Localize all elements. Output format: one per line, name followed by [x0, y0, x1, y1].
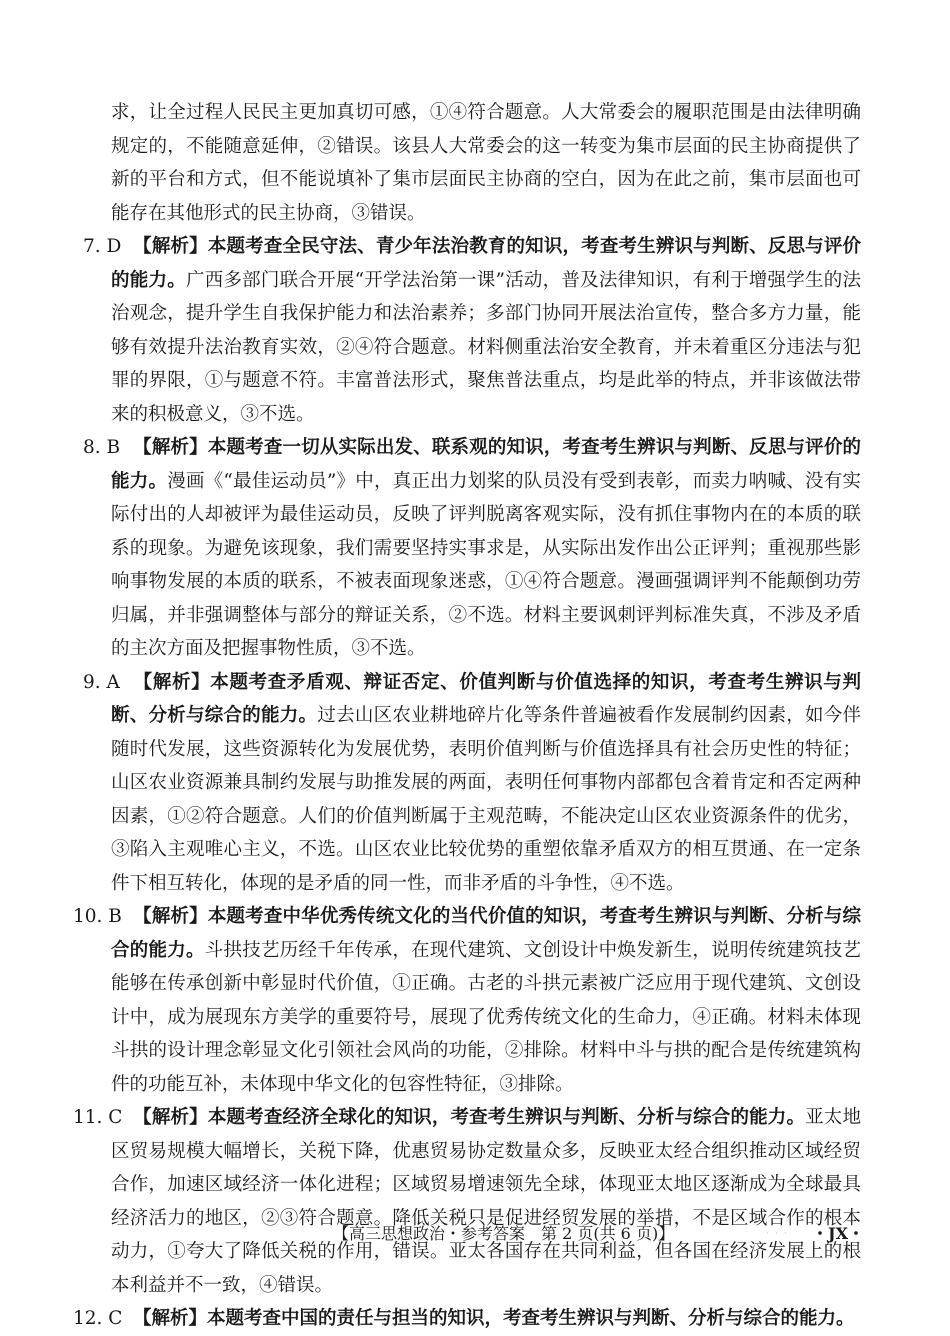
answer-content — [73, 96, 861, 1336]
analysis-focus: 本题考查一切从实际出发、联系观的知识，考查考生辨识与判断、反思与评价的能力。 — [111, 437, 861, 492]
previous-answer-tail: 求，让全过程人民民主更加真切可感，①④符合题意。人大常委会的履职范围是由法律明确规定的，不能随意延伸，②错误。该县人大常委会的这一转变为集市层面的民主协商提供了新的平台和方式，但不能说填补了集市层面民主协商的空白，因为在此之前，集市层面也可能存在其他形式的民主协商，③错误。 — [111, 102, 861, 224]
analysis-body: 斗拱技艺历经千年传承，在现代建筑、文创设计中焕发新生，说明传统建筑技艺能够在传承创新中彰显时代价值，①正确。古老的斗拱元素被广泛应用于现代建筑、文创设计中，成为展现东方美学的重要符号，展现了优秀传统文化的生命力，④正确。材料未体现斗拱的设计理念彰显文化引领社会风尚的功能，②排除。材料中斗与拱的配合是传统建筑构件的功能互补，未体现中华文化的包容性特征，③排除。 — [111, 939, 861, 1095]
answer-item — [83, 230, 861, 431]
analysis-focus: 本题考查中国的责任与担当的知识，考查考生辨识与判断、分析与综合的能力。 — [207, 1308, 855, 1329]
analysis-body: 过去山区农业耕地碎片化等条件普遍被看作发展制约因素，如今伴随时代发展，这些资源转化为发展优势，表明价值判断与价值选择具有社会历史性的特征；山区农业资源兼具制约发展与助推发展的两面，表明任何事物内部都包含着肯定和否定两种因素，①②符合题意。人们的价值判断属于主观范畴，不能决定山区农业资源条件的优劣，③陷入主观唯心主义，不选。山区农业比较优势的重塑依靠矛盾双方的相互贯通、在一定条件下相互转化，体现的是矛盾的同一性，而非矛盾的斗争性，④不选。 — [111, 705, 861, 894]
answer-number: 9. A — [83, 671, 120, 693]
answer-number: 10. B — [73, 906, 122, 927]
analysis-focus: 本题考查全民守法、青少年法治教育的知识，考查考生辨识与判断、反思与评价的能力。 — [111, 236, 861, 291]
answer-item — [83, 431, 861, 666]
answer-item — [73, 1101, 861, 1302]
analysis-label: 【解析】 — [133, 1107, 208, 1128]
analysis-label: 【解析】 — [133, 1308, 208, 1329]
analysis-label: 【解析】 — [133, 236, 208, 257]
footer-page-info: 【高三思想政治・参考答案 第 2 页(共 6 页)】 — [333, 1224, 675, 1243]
analysis-label: 【解析】 — [133, 437, 208, 458]
analysis-label: 【解析】 — [133, 906, 208, 927]
answer-item — [73, 1302, 861, 1336]
analysis-focus: 本题考查经济全球化的知识，考查考生辨识与判断、分析与综合的能力。 — [207, 1107, 806, 1128]
question-list — [73, 230, 861, 1336]
analysis-body: 亚太地区贸易规模大幅增长，关税下降，优惠贸易协定数量众多，反映亚太经合组织推动区域经贸合作，加速区域经济一体化进程；区域贸易增速领先全球，体现亚太地区逐渐成为全球最具经济活力的地区，②③符合题意。降低关税只是促进经贸发展的举措，不是区域合作的根本动力，①夸大了降低关税的作用，错误。亚太各国存在共同利益，但各国在经济发展上的根本利益并不一致，④错误。 — [111, 1107, 861, 1296]
answer-item — [83, 666, 861, 901]
analysis-focus: 本题考查矛盾观、辩证否定、价值判断与价值选择的知识，考查考生辨识与判断、分析与综合的能力。 — [111, 671, 861, 726]
answer-item — [73, 900, 861, 1101]
analysis-label: 【解析】 — [133, 671, 211, 693]
page-footer — [0, 1221, 950, 1249]
footer-scan-mark: · · · — [766, 1229, 789, 1238]
answer-number: 8. B — [83, 437, 121, 458]
answer-number: 11. C — [73, 1107, 123, 1128]
analysis-body: 漫画《“最佳运动员”》中，真正出力划桨的队员没有受到表彰，而卖力呐喊、没有实际付出的人却被评为最佳运动员，反映了评判脱离客观实际，没有抓住事物内在的本质的联系的现象。为避免该现象，我们需要坚持实事求是，从实际出发作出公正评判；重视那些影响事物发展的本质的联系，不被表面现象迷惑，①④符合题意。漫画强调评判不能颠倒功劳归属，并非强调整体与部分的辩证关系，②不选。材料主要讽刺评判标准失真，不涉及矛盾的主次方面及把握事物性质，③不选。 — [111, 470, 861, 659]
footer-region-code: ・JX・ — [812, 1224, 864, 1243]
answer-number: 7. D — [83, 236, 122, 257]
analysis-focus: 本题考查中华优秀传统文化的当代价值的知识，考查考生辨识与判断、分析与综合的能力。 — [111, 906, 861, 961]
answer-number: 12. C — [73, 1308, 123, 1329]
analysis-body: 广西多部门联合开展“开学法治第一课”活动，普及法律知识，有利于增强学生的法治观念，提升学生自我保护能力和法治素养；多部门协同开展法治宣传，整合多方力量，能够有效提升法治教育实效，②④符合题意。材料侧重法治安全教育，并未着重区分违法与犯罪的界限，①与题意不符。丰富普法形式，聚焦普法重点，均是此举的特点，并非该做法带来的积极意义，③不选。 — [111, 269, 861, 425]
